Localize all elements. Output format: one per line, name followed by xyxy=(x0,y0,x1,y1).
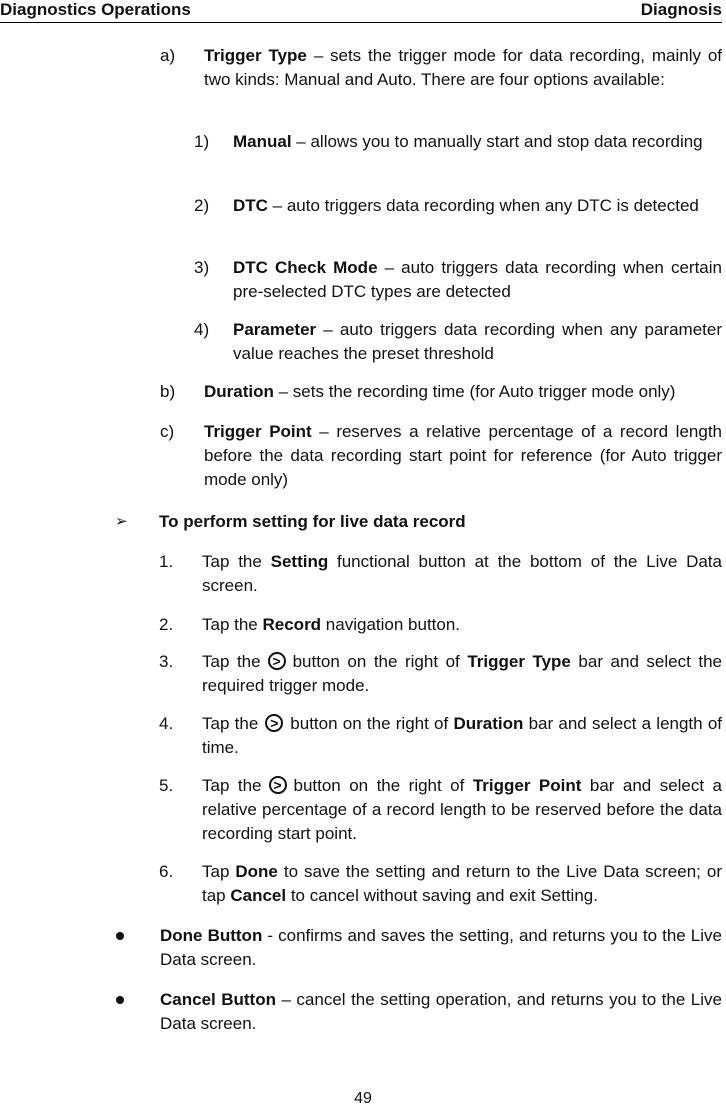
list-marker: 1) xyxy=(194,132,210,151)
trigger-option-text: Parameter – auto triggers data recording when any parameter value reaches the preset threshold xyxy=(233,320,722,363)
list-marker: c) xyxy=(160,422,175,441)
option-text: Trigger Type – sets the trigger mode for data recording, mainly of two kinds: Manual and Auto. There are four options available: xyxy=(204,46,722,89)
step-text: Tap the> button on the right of Duration bar and select a length of time. xyxy=(202,712,722,760)
step-text: Tap the Record navigation button. xyxy=(202,615,461,634)
procedure-step-2 xyxy=(159,613,722,637)
page-number: 49 xyxy=(354,1090,372,1107)
procedure-step-3 xyxy=(159,650,723,698)
trigger-option-manual xyxy=(194,130,722,154)
step-number: 1. xyxy=(159,552,174,571)
next-arrow-icon xyxy=(265,714,283,732)
procedure-step-4 xyxy=(159,712,723,760)
step-text: Tap the Setting functional button at the bottom of the Live Data screen. xyxy=(202,552,722,595)
step-number: 3. xyxy=(159,652,174,671)
list-marker: 3) xyxy=(194,258,210,277)
list-marker: a) xyxy=(160,46,176,65)
option-trigger-point xyxy=(160,420,723,492)
header-chapter-title: Diagnosis xyxy=(640,0,722,19)
step-text: Tap Done to save the setting and return to the Live Data screen; or tap Cancel to cancel without saving and exit Setting. xyxy=(202,862,722,905)
description-text: Cancel Button – cancel the setting operation, and returns you to the Live Data screen. xyxy=(160,990,722,1033)
option-text: Trigger Point – reserves a relative percentage of a record length before the data recording start point for reference (for Auto trigger mode only) xyxy=(204,422,723,489)
trigger-option-text: DTC Check Mode – auto triggers data recording when certain pre-selected DTC types are detected xyxy=(233,258,722,301)
step-text: Tap the> button on the right of Trigger Point bar and select a relative percentage of a record length to be reserved before the data recording start point. xyxy=(202,774,722,846)
procedure-step-5 xyxy=(159,774,723,846)
cancel-button-description xyxy=(160,988,722,1036)
option-duration xyxy=(160,380,722,404)
arrow-icon: ➢ xyxy=(115,513,128,530)
header-section-title: Diagnostics Operations xyxy=(0,0,191,19)
list-marker: 4) xyxy=(194,320,210,339)
trigger-option-dtc-check-mode xyxy=(194,256,722,304)
trigger-option-parameter xyxy=(194,318,722,366)
step-number: 2. xyxy=(159,615,174,634)
next-arrow-icon xyxy=(269,776,287,794)
description-text: Done Button - confirms and saves the setting, and returns you to the Live Data screen. xyxy=(160,926,722,969)
list-marker: 2) xyxy=(194,196,210,215)
trigger-option-text: DTC – auto triggers data recording when any DTC is detected xyxy=(233,196,699,215)
procedure-heading xyxy=(115,510,722,534)
step-number: 4. xyxy=(159,714,174,733)
step-text: Tap the> button on the right of Trigger Type bar and select the required trigger mode. xyxy=(202,650,722,698)
done-button-description xyxy=(160,924,722,972)
trigger-option-text: Manual – allows you to manually start and stop data recording xyxy=(233,132,703,151)
step-number: 5. xyxy=(159,776,174,795)
procedure-step-1 xyxy=(159,550,722,598)
step-number: 6. xyxy=(159,862,174,881)
page-header xyxy=(0,0,722,23)
option-trigger-type xyxy=(160,44,722,92)
bullet-icon xyxy=(116,932,124,940)
list-marker: b) xyxy=(160,382,176,401)
bullet-icon xyxy=(116,996,124,1004)
procedure-step-6 xyxy=(159,860,722,908)
trigger-option-dtc xyxy=(194,194,722,218)
option-text: Duration – sets the recording time (for Auto trigger mode only) xyxy=(204,382,676,401)
next-arrow-icon xyxy=(268,652,286,670)
procedure-title: To perform setting for live data record xyxy=(159,512,466,531)
